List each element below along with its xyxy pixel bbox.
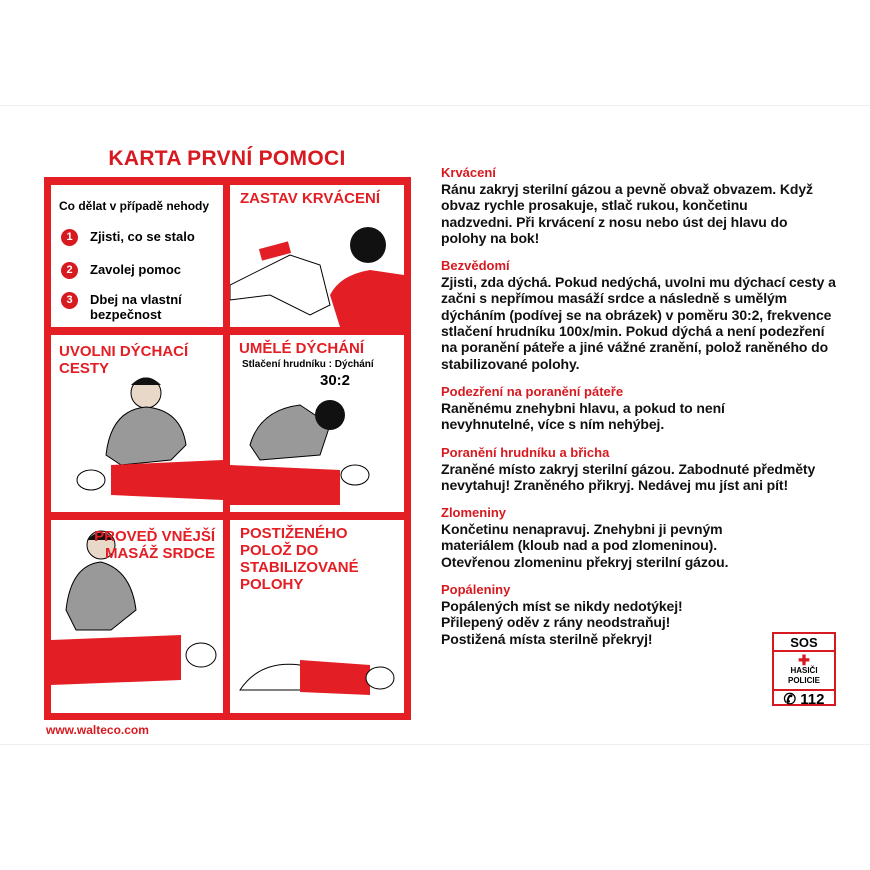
section-heading: Krvácení	[441, 165, 496, 180]
breathing-cell	[230, 335, 404, 512]
step-text: Zjisti, co se stalo	[90, 229, 195, 244]
ratio-value: 30:2	[320, 372, 351, 389]
airway-heading: UVOLNI DÝCHACÍ CESTY	[59, 343, 189, 377]
phone-icon: ✆	[783, 691, 801, 708]
website-link[interactable]: www.walteco.com	[46, 723, 149, 737]
section-text: Zjisti, zda dýchá. Pokud nedýchá, uvolni mu dýchací cesty a začni s nepřímou masáží srdce a následně s umělým dýcháním (podívej se na obrázek) v poměru 30:2, frekvence stlačení hrudníku 100x/min. Pokud dýchá a není podezření na poranění páteře a jiné vážné zranění, polož raněného do stabilizované polohy.	[441, 274, 836, 372]
sos-emergency-box	[772, 632, 836, 706]
illustration-grid	[44, 177, 411, 720]
cpr-cell	[51, 520, 223, 713]
section-text: Zraněné místo zakryj sterilní gázou. Zabodnuté předměty nevytahuj! Zraněného přikryj. Nedávej mu jíst ani pít!	[441, 460, 816, 493]
section-heading: Zlomeniny	[441, 505, 507, 521]
section-heading: Popáleniny	[441, 582, 511, 598]
section-unconscious	[441, 258, 841, 372]
cpr-heading: PROVEĎ VNĚJŠÍ MASÁŽ SRDCE	[94, 528, 215, 562]
step-number: 3	[61, 292, 78, 309]
page-title: KARTA PRVNÍ POMOCI	[108, 147, 346, 170]
step-item	[61, 292, 201, 322]
red-cross-icon: ✚	[798, 652, 810, 668]
section-text: Raněnému znehybni hlavu, a pokud to není nevyhnutelné, více s ním nehýbej.	[441, 399, 725, 433]
bleeding-heading: ZASTAV KRVÁCENÍ	[240, 190, 381, 207]
section-spine	[441, 384, 841, 433]
section-bleeding	[441, 165, 841, 246]
section-heading: Bezvědomí	[441, 258, 510, 274]
steps-cell	[51, 185, 223, 327]
step-number: 2	[61, 262, 78, 279]
police-label: POLICIE	[787, 676, 820, 685]
breathing-heading: UMĚLÉ DÝCHÁNÍ	[239, 340, 365, 357]
step-text: Zavolej pomoc	[90, 262, 182, 277]
section-fractures	[441, 505, 841, 570]
section-heading: Poranění hrudníku a břicha	[441, 444, 610, 460]
firefighters-label: HASIČI	[790, 666, 818, 675]
step-number: 1	[61, 229, 78, 246]
emergency-number	[774, 689, 834, 709]
phone-number: 112	[800, 691, 825, 708]
ratio-label: Stlačení hrudníku : Dýchání	[242, 359, 374, 370]
section-text: Popálených míst se nikdy nedotýkej! Přilepený oděv z rány neodstraňuj! Postižená místa sterilně překryj!	[441, 598, 683, 647]
sos-label: SOS	[774, 634, 834, 652]
recovery-heading: POSTIŽENÉHO POLOŽ DO STABILIZOVANÉ POLOHY	[240, 525, 359, 593]
step-item	[61, 229, 195, 246]
section-heading: Podezření na poranění páteře	[441, 383, 624, 399]
step-item	[61, 262, 181, 279]
bleeding-cell	[230, 185, 404, 327]
steps-heading: Co dělat v případě nehody	[59, 199, 210, 213]
instructions	[441, 165, 841, 659]
section-chest	[441, 445, 841, 494]
step-text: Dbej na vlastní bezpečnost	[90, 292, 182, 322]
section-text: Končetinu nenapravuj. Znehybni ji pevným materiálem (kloub nad a pod zlomeninou). Otevřenou zlomeninu překryj sterilní gázou.	[441, 521, 729, 570]
airway-cell	[51, 335, 223, 512]
section-text: Ránu zakryj sterilní gázou a pevně obvaž obvazem. Když obvaz rychle prosakuje, stlač rukou, končetinu nadzvedni. Při krvácení z nosu nebo úst dej hlavu do polohy na bok!	[441, 181, 813, 246]
recovery-cell	[230, 520, 404, 713]
